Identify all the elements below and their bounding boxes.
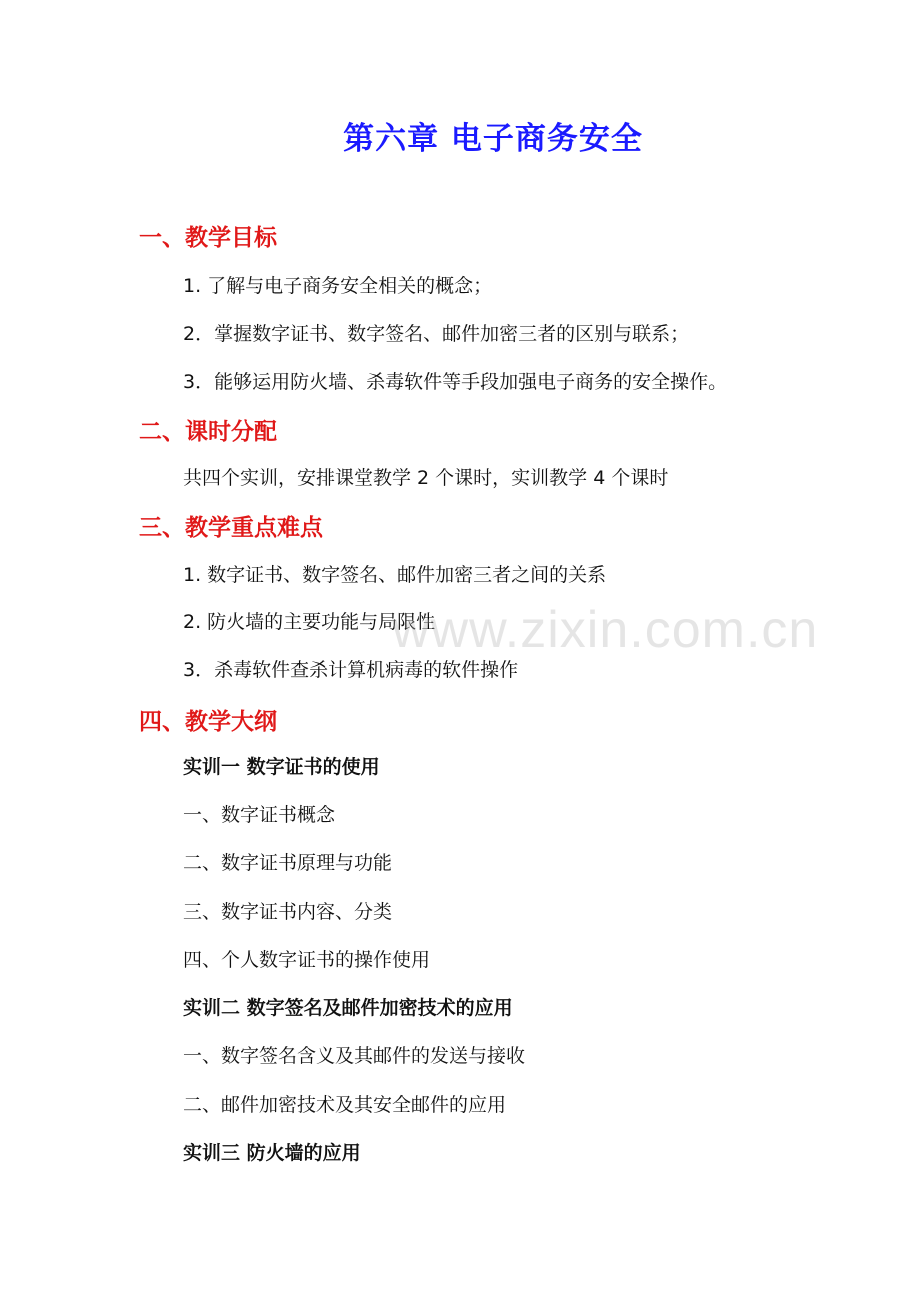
section-heading-hours: 二、课时分配 — [139, 419, 277, 445]
outline-lab-1: 实训一 数字证书的使用 — [183, 756, 380, 778]
hours-text: 共四个实训，安排课堂教学 2 个课时，实训教学 4 个课时 — [183, 467, 669, 489]
section-heading-key-points: 三、教学重点难点 — [139, 515, 323, 541]
section-heading-goals: 一、教学目标 — [139, 225, 277, 251]
outline-item: 二、数字证书原理与功能 — [183, 852, 393, 874]
key-point-3: 3．杀毒软件查杀计算机病毒的软件操作 — [183, 659, 519, 681]
goal-item-2: 2．掌握数字证书、数字签名、邮件加密三者的区别与联系； — [183, 323, 690, 345]
outline-item: 二、邮件加密技术及其安全邮件的应用 — [183, 1094, 507, 1116]
outline-lab-3: 实训三 防火墙的应用 — [183, 1142, 361, 1164]
key-point-1: 1. 数字证书、数字签名、邮件加密三者之间的关系 — [183, 564, 607, 586]
outline-item: 四、个人数字证书的操作使用 — [183, 949, 431, 971]
outline-item: 一、数字签名含义及其邮件的发送与接收 — [183, 1045, 526, 1067]
watermark: www.zixin.com.cn — [392, 601, 819, 659]
key-point-2: 2. 防火墙的主要功能与局限性 — [183, 611, 436, 633]
section-heading-outline: 四、教学大纲 — [139, 709, 277, 735]
outline-lab-2: 实训二 数字签名及邮件加密技术的应用 — [183, 997, 513, 1019]
goal-item-3: 3．能够运用防火墙、杀毒软件等手段加强电子商务的安全操作。 — [183, 371, 728, 393]
outline-item: 一、数字证书概念 — [183, 804, 336, 826]
page-title: 第六章 电子商务安全 — [343, 121, 643, 157]
goal-item-1: 1. 了解与电子商务安全相关的概念； — [183, 275, 493, 297]
outline-item: 三、数字证书内容、分类 — [183, 901, 393, 923]
